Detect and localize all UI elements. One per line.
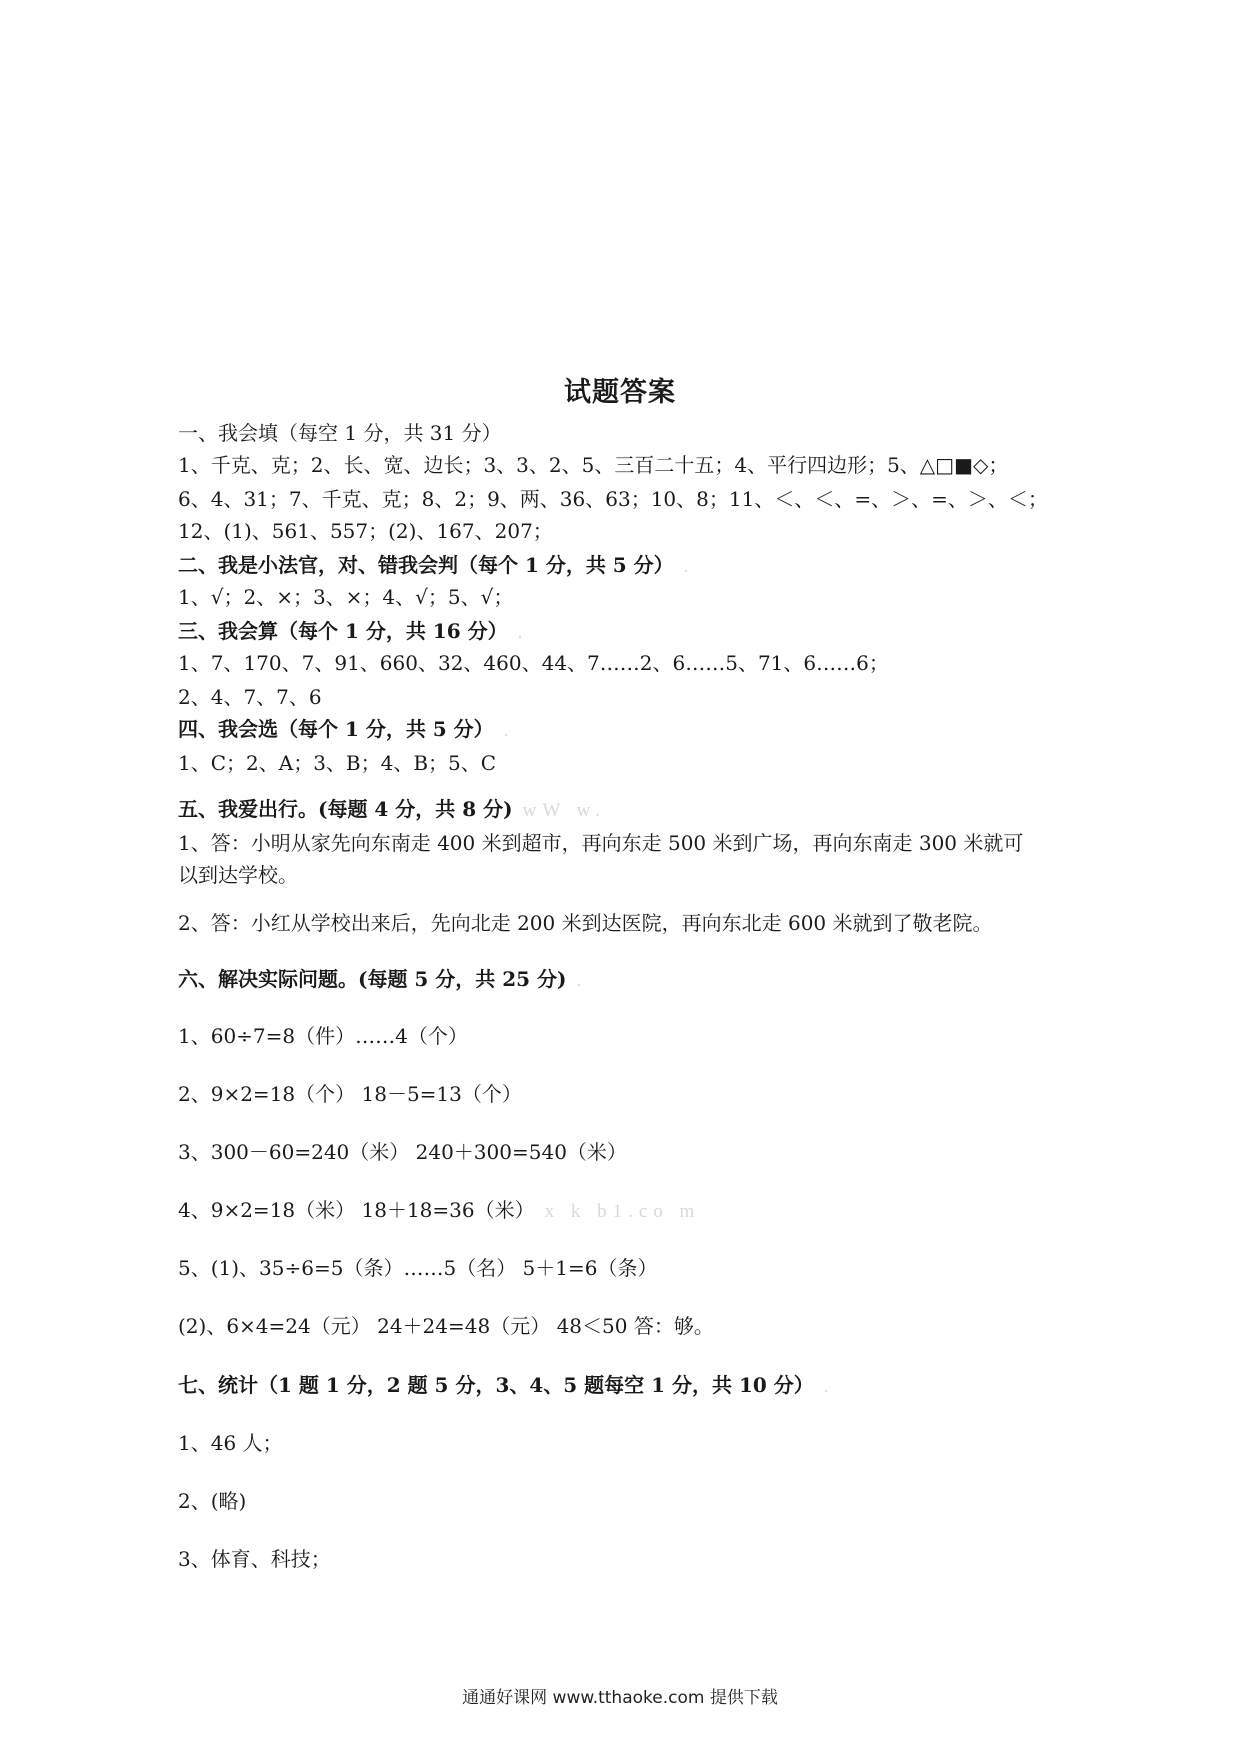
watermark-text: .	[823, 1376, 835, 1397]
line-text: 一、我会填（每空 1 分，共 31 分）	[178, 421, 502, 445]
line-text: 3、300－60=240（米） 240＋300=540（米）	[178, 1140, 627, 1164]
line-text: 2、(略)	[178, 1489, 247, 1513]
line-text: 4、9×2=18（米） 18＋18=36（米）	[178, 1198, 535, 1222]
watermark-text: .	[503, 720, 515, 741]
line-text: 1、46 人；	[178, 1431, 283, 1455]
answer-line	[178, 684, 322, 710]
answer-line	[178, 862, 298, 888]
section-heading	[178, 618, 528, 646]
answer-line	[178, 1023, 468, 1049]
section-heading	[178, 716, 514, 744]
answer-line	[178, 420, 502, 446]
line-text: 1、答：小明从家先向东南走 400 米到超市，再向东走 500 米到广场，再向东南走 300 米就可	[178, 831, 1024, 855]
line-text: 3、体育、科技；	[178, 1547, 331, 1571]
page-title: 试题答案	[564, 377, 676, 408]
answer-line	[178, 1546, 331, 1572]
line-text: 1、C；2、A；3、B；4、B；5、C	[178, 751, 497, 775]
section-heading	[178, 796, 606, 824]
answer-line	[178, 650, 889, 676]
section-heading	[178, 1372, 835, 1400]
answer-line	[178, 1139, 627, 1165]
watermark-text: wW w.	[522, 800, 606, 821]
line-text: 以到达学校。	[178, 863, 298, 887]
line-text: 三、我会算（每个 1 分，共 16 分）	[178, 619, 508, 643]
answer-line	[178, 486, 1048, 512]
line-text: 1、√；2、×；3、×；4、√；5、√；	[178, 585, 514, 609]
answer-line	[178, 452, 1008, 478]
line-text: 1、7、170、7、91、660、32、460、44、7……2、6……5、71、6……6；	[178, 651, 889, 675]
line-text: 六、解决实际问题。(每题 5 分，共 25 分)	[178, 967, 567, 991]
line-text: 五、我爱出行。(每题 4 分，共 8 分)	[178, 797, 513, 821]
answer-line	[178, 1081, 522, 1107]
line-text: 七、统计（1 题 1 分，2 题 5 分，3、4、5 题每空 1 分，共 10 分）	[178, 1373, 814, 1397]
answer-line	[178, 910, 993, 936]
answer-line	[178, 1313, 714, 1339]
answer-line	[178, 1255, 657, 1281]
footer-text: 通通好课网 www.tthaoke.com 提供下载	[462, 1688, 778, 1708]
answer-line	[178, 1488, 246, 1514]
answer-line	[178, 1430, 283, 1456]
answer-line	[178, 830, 1023, 856]
answer-line	[178, 584, 513, 610]
line-text: 12、(1)、561、557；(2)、167、207；	[178, 519, 553, 543]
watermark-text: .	[683, 556, 695, 577]
line-text: 5、(1)、35÷6=5（条）……5（名） 5＋1=6（条）	[178, 1256, 658, 1280]
line-text: 四、我会选（每个 1 分，共 5 分）	[178, 717, 494, 741]
answer-line	[178, 518, 553, 544]
watermark-text: x k b1.co m	[544, 1201, 701, 1222]
line-text: 6、4、31；7、千克、克；8、2；9、两、36、63；10、8；11、＜、＜、=、＞、=、＞、＜；	[178, 487, 1048, 511]
watermark-text: .	[576, 970, 588, 991]
watermark-text: .	[517, 622, 529, 643]
section-heading	[178, 552, 694, 580]
line-text: (2)、6×4=24（元） 24＋24=48（元） 48＜50 答：够。	[178, 1314, 714, 1338]
answer-line	[178, 1197, 700, 1225]
line-text: 1、60÷7=8（件）……4（个）	[178, 1024, 468, 1048]
line-text: 1、千克、克；2、长、宽、边长；3、3、2、5、三百二十五；4、平行四边形；5、△□■◇；	[178, 453, 1009, 477]
line-text: 2、4、7、7、6	[178, 685, 322, 709]
line-text: 2、9×2=18（个） 18－5=13（个）	[178, 1082, 522, 1106]
section-heading	[178, 966, 587, 994]
line-text: 二、我是小法官，对、错我会判（每个 1 分，共 5 分）	[178, 553, 674, 577]
answer-line	[178, 750, 496, 776]
line-text: 2、答：小红从学校出来后，先向北走 200 米到达医院，再向东北走 600 米就到了敬老院。	[178, 911, 993, 935]
